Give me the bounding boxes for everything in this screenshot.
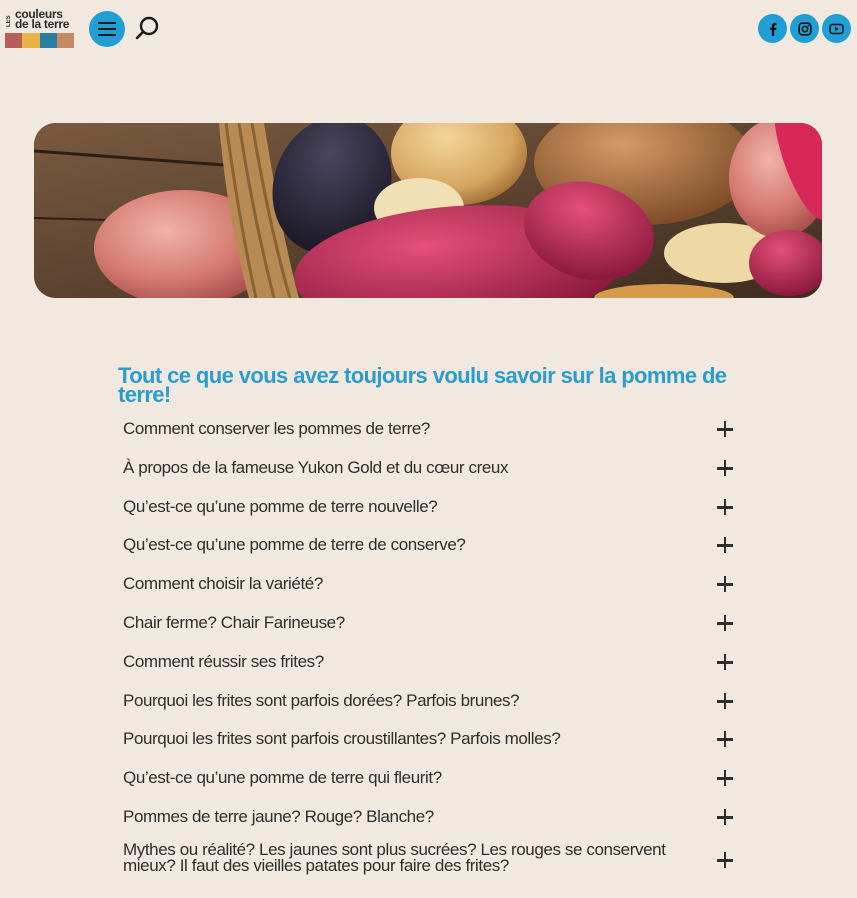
faq-question: Mythes ou réalité? Les jaunes sont plus sucrées? Les rouges se conservent mieux? Il faut des vieilles patates pour faire des frites? bbox=[123, 840, 666, 875]
facebook-link[interactable] bbox=[758, 14, 787, 43]
plus-icon[interactable] bbox=[717, 576, 733, 592]
plus-icon[interactable] bbox=[717, 654, 733, 670]
faq-question: Pommes de terre jaune? Rouge? Blanche? bbox=[123, 807, 434, 826]
faq-question: À propos de la fameuse Yukon Gold et du cœur creux bbox=[123, 458, 509, 477]
faq-question: Chair ferme? Chair Farineuse? bbox=[123, 613, 345, 632]
faq-item[interactable] bbox=[118, 693, 738, 731]
hamburger-icon bbox=[98, 21, 116, 37]
faq-item[interactable] bbox=[118, 460, 738, 498]
faq-question: Qu’est-ce qu’une pomme de terre nouvelle? bbox=[123, 497, 438, 516]
youtube-link[interactable] bbox=[822, 14, 851, 43]
instagram-icon bbox=[798, 22, 812, 36]
facebook-icon bbox=[767, 22, 779, 36]
faq-item[interactable] bbox=[118, 770, 738, 808]
faq-question: Pourquoi les frites sont parfois croustillantes? Parfois molles? bbox=[123, 729, 561, 748]
logo-band bbox=[57, 33, 74, 48]
site-header bbox=[0, 0, 857, 60]
faq-question: Comment choisir la variété? bbox=[123, 574, 323, 593]
faq-question: Qu’est-ce qu’une pomme de terre qui fleurit? bbox=[123, 768, 442, 787]
faq-question: Qu’est-ce qu’une pomme de terre de conserve? bbox=[123, 535, 466, 554]
faq-item[interactable] bbox=[118, 576, 738, 614]
plus-icon[interactable] bbox=[717, 770, 733, 786]
search-icon bbox=[134, 15, 160, 41]
plus-icon[interactable] bbox=[717, 615, 733, 631]
logo-color-bands bbox=[5, 33, 74, 48]
logo-band bbox=[5, 33, 22, 48]
plus-icon[interactable] bbox=[717, 421, 733, 437]
instagram-link[interactable] bbox=[790, 14, 819, 43]
plus-icon[interactable] bbox=[717, 852, 733, 868]
plus-icon[interactable] bbox=[717, 809, 733, 825]
faq-question: Pourquoi les frites sont parfois dorées? Parfois brunes? bbox=[123, 691, 520, 710]
site-logo[interactable] bbox=[5, 9, 74, 48]
faq-item[interactable] bbox=[118, 421, 738, 459]
plus-icon[interactable] bbox=[717, 499, 733, 515]
youtube-icon bbox=[829, 23, 844, 35]
potatoes-illustration bbox=[34, 123, 822, 298]
logo-band bbox=[22, 33, 39, 48]
plus-icon[interactable] bbox=[717, 460, 733, 476]
logo-text-line1: couleurs bbox=[15, 7, 63, 21]
faq-item[interactable] bbox=[118, 731, 738, 769]
plus-icon[interactable] bbox=[717, 537, 733, 553]
menu-button[interactable] bbox=[89, 11, 125, 47]
logo-text-line2: de la terre bbox=[15, 17, 70, 31]
faq-section bbox=[118, 363, 738, 875]
logo-band bbox=[40, 33, 57, 48]
faq-item[interactable] bbox=[118, 840, 738, 886]
faq-item[interactable] bbox=[118, 537, 738, 575]
faq-item[interactable] bbox=[118, 499, 738, 537]
faq-item[interactable] bbox=[118, 654, 738, 692]
faq-title: Tout ce que vous avez toujours voulu savoir sur la pomme de terre! bbox=[118, 363, 727, 407]
search-button[interactable] bbox=[134, 15, 160, 41]
logo-text-les: LES bbox=[6, 15, 12, 27]
hero-image-potatoes bbox=[34, 123, 822, 298]
faq-question: Comment conserver les pommes de terre? bbox=[123, 419, 430, 438]
plus-icon[interactable] bbox=[717, 731, 733, 747]
faq-item[interactable] bbox=[118, 615, 738, 653]
faq-question: Comment réussir ses frites? bbox=[123, 652, 324, 671]
plus-icon[interactable] bbox=[717, 693, 733, 709]
